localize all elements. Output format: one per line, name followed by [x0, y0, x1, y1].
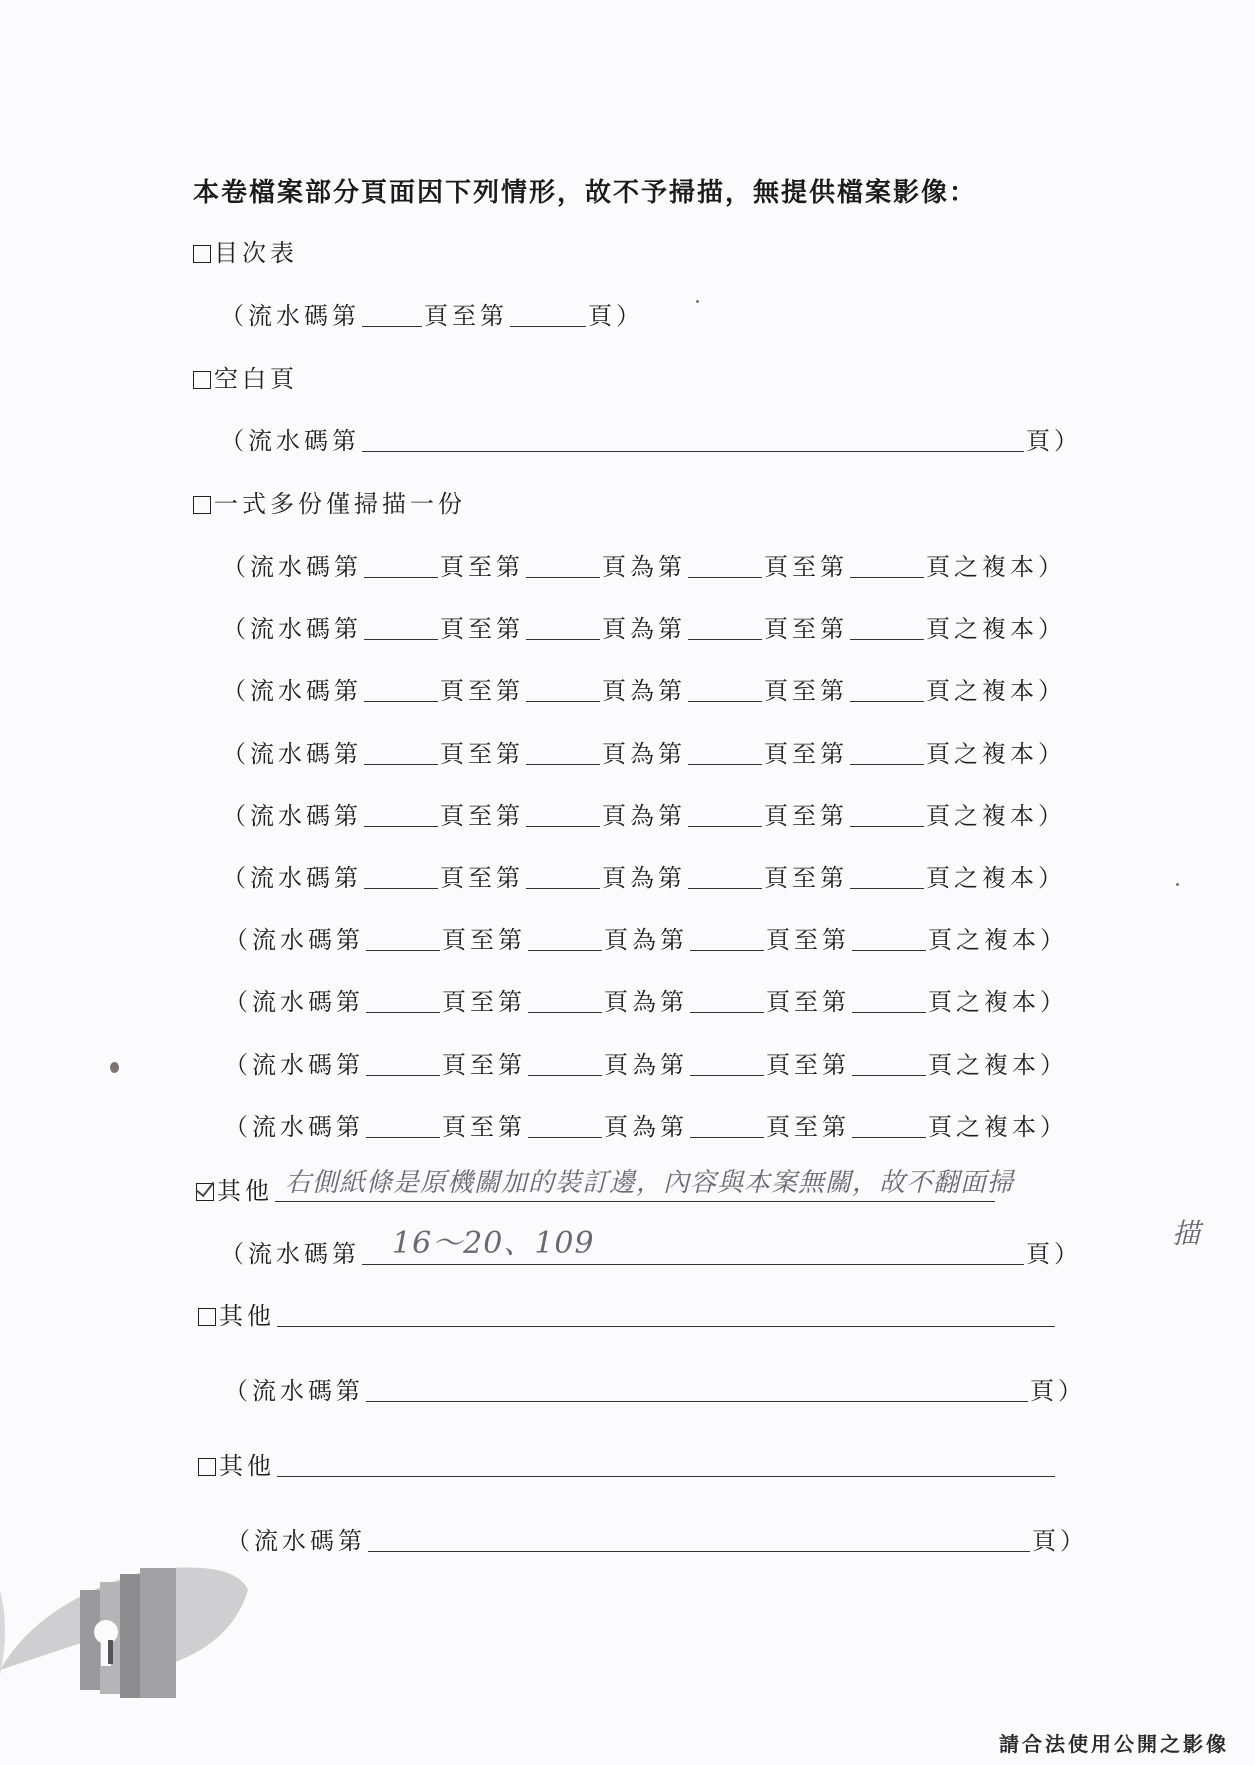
page-from-blank[interactable] — [362, 298, 422, 327]
page-number-blank[interactable] — [528, 922, 602, 951]
copies-range-row — [224, 921, 1068, 955]
other-1-handwritten-pages: 16～20、109 — [392, 1226, 595, 1261]
serial-prefix: （流水碼第 — [222, 801, 362, 830]
other-2-checkbox[interactable] — [198, 1308, 216, 1326]
copies-checkbox[interactable] — [193, 496, 211, 514]
serial-to: 頁至第 — [764, 864, 848, 892]
serial-suffix: 頁） — [1030, 1377, 1086, 1405]
serial-copy-suffix: 頁之複本） — [926, 801, 1066, 830]
page-number-blank[interactable] — [364, 673, 438, 702]
serial-copy-of: 頁為第 — [604, 926, 688, 955]
serial-copy-suffix: 頁之複本） — [928, 926, 1068, 955]
page-number-blank[interactable] — [528, 1109, 602, 1138]
serial-copy-of: 頁為第 — [602, 553, 686, 581]
page-number-blank[interactable] — [364, 736, 438, 765]
footer-notice: 請合法使用公開之影像 — [999, 1732, 1229, 1756]
page-number-blank[interactable] — [850, 860, 924, 889]
serial-copy-of: 頁為第 — [602, 677, 686, 706]
serial-to: 頁至第 — [764, 739, 848, 768]
copies-range-row — [224, 983, 1068, 1017]
serial-copy-of: 頁為第 — [604, 988, 688, 1017]
archive-keyhole-logo-icon — [0, 1560, 250, 1730]
page-number-blank[interactable] — [366, 984, 440, 1013]
serial-copy-suffix: 頁之複本） — [926, 677, 1066, 706]
pages-blank[interactable] — [362, 423, 1024, 452]
serial-prefix: （流水碼第 — [224, 1377, 364, 1405]
blank-pages-range — [220, 422, 1082, 456]
page-number-blank[interactable] — [852, 984, 926, 1013]
contents-checkbox[interactable] — [193, 245, 211, 263]
serial-prefix: （流水碼第 — [222, 864, 362, 892]
section-other-2 — [198, 1297, 1057, 1331]
page-number-blank[interactable] — [850, 736, 924, 765]
page-number-blank[interactable] — [850, 549, 924, 578]
contents-label: 目次表 — [214, 239, 298, 267]
serial-suffix: 頁） — [1032, 1527, 1088, 1555]
section-blank-pages — [193, 360, 298, 394]
serial-copy-of: 頁為第 — [604, 1050, 688, 1079]
serial-copy-of: 頁為第 — [602, 739, 686, 768]
serial-to: 頁至第 — [766, 1050, 850, 1079]
serial-prefix: （流水碼第 — [222, 677, 362, 706]
page-to-blank[interactable] — [510, 298, 586, 327]
serial-suffix: 頁） — [1026, 1240, 1082, 1268]
other-3-checkbox[interactable] — [198, 1458, 216, 1476]
serial-prefix: （流水碼第 — [224, 988, 364, 1017]
paper-speck — [696, 300, 699, 303]
serial-to: 頁至第 — [440, 801, 524, 830]
serial-to: 頁至第 — [764, 677, 848, 706]
blank-pages-label: 空白頁 — [214, 365, 298, 393]
serial-prefix: （流水碼第 — [220, 427, 360, 455]
blank-pages-checkbox[interactable] — [193, 371, 211, 389]
contents-page-range — [220, 297, 644, 331]
page-number-blank[interactable] — [852, 922, 926, 951]
page-number-blank[interactable] — [366, 1047, 440, 1076]
other-1-pages-field[interactable] — [362, 1226, 1024, 1265]
other-2-reason-field[interactable] — [277, 1298, 1055, 1327]
serial-copy-suffix: 頁之複本） — [926, 553, 1066, 581]
paper-speck — [110, 1062, 119, 1073]
page-number-blank[interactable] — [366, 1109, 440, 1138]
page-number-blank[interactable] — [526, 736, 600, 765]
serial-copy-suffix: 頁之複本） — [926, 739, 1066, 768]
serial-prefix: （流水碼第 — [220, 302, 360, 330]
serial-to: 頁至第 — [764, 615, 848, 644]
serial-to: 頁至第 — [442, 926, 526, 955]
serial-to: 頁至第 — [440, 739, 524, 768]
serial-to: 頁至第 — [766, 1112, 850, 1141]
page-number-blank[interactable] — [688, 860, 762, 889]
serial-prefix: （流水碼第 — [220, 1240, 360, 1268]
serial-copy-of: 頁為第 — [604, 1112, 688, 1141]
copies-range-row — [222, 610, 1066, 644]
serial-suffix: 頁） — [588, 302, 644, 330]
page-number-blank[interactable] — [528, 1047, 602, 1076]
page-number-blank[interactable] — [364, 798, 438, 827]
other-1-label: 其他 — [217, 1177, 273, 1205]
page-number-blank[interactable] — [526, 673, 600, 702]
serial-copy-suffix: 頁之複本） — [926, 615, 1066, 644]
copies-label: 一式多份僅掃描一份 — [214, 490, 466, 518]
serial-prefix: （流水碼第 — [224, 926, 364, 955]
page-number-blank[interactable] — [850, 798, 924, 827]
other-1-handwritten-reason-cont: 描 — [1172, 1217, 1201, 1250]
other-2-label: 其他 — [219, 1302, 275, 1330]
serial-prefix: （流水碼第 — [222, 739, 362, 768]
copies-range-row — [222, 735, 1066, 769]
serial-to: 頁至第 — [440, 677, 524, 706]
serial-prefix: （流水碼第 — [222, 553, 362, 581]
serial-copy-of: 頁為第 — [602, 615, 686, 644]
serial-to: 頁至第 — [764, 553, 848, 581]
serial-to: 頁至第 — [766, 926, 850, 955]
other-1-checkbox[interactable] — [196, 1183, 214, 1201]
page-number-blank[interactable] — [690, 984, 764, 1013]
serial-copy-suffix: 頁之複本） — [926, 864, 1066, 892]
serial-copy-suffix: 頁之複本） — [928, 1112, 1068, 1141]
other-2-pages-field[interactable] — [366, 1373, 1028, 1402]
page-number-blank[interactable] — [690, 922, 764, 951]
page-number-blank[interactable] — [526, 549, 600, 578]
other-2-page-range — [224, 1372, 1086, 1406]
page-number-blank[interactable] — [688, 549, 762, 578]
serial-to: 頁至第 — [766, 988, 850, 1017]
page-number-blank[interactable] — [690, 1109, 764, 1138]
page-number-blank[interactable] — [526, 611, 600, 640]
serial-copy-of: 頁為第 — [602, 864, 686, 892]
notice-title: 本卷檔案部分頁面因下列情形，故不予掃描，無提供檔案影像： — [193, 178, 978, 208]
page-number-blank[interactable] — [364, 549, 438, 578]
serial-to: 頁至第 — [440, 864, 524, 892]
page-number-blank[interactable] — [526, 860, 600, 889]
serial-to: 頁至第 — [442, 988, 526, 1017]
page-number-blank[interactable] — [366, 922, 440, 951]
serial-to: 頁至第 — [442, 1050, 526, 1079]
other-3-label: 其他 — [219, 1452, 275, 1480]
page-number-blank[interactable] — [690, 1047, 764, 1076]
copies-range-row — [224, 1108, 1068, 1142]
other-1-reason-field[interactable] — [275, 1168, 1015, 1202]
page-number-blank[interactable] — [850, 611, 924, 640]
page-number-blank[interactable] — [364, 860, 438, 889]
section-copies — [193, 485, 466, 519]
page-number-blank[interactable] — [850, 673, 924, 702]
serial-prefix: （流水碼第 — [226, 1527, 366, 1555]
serial-to: 頁至第 — [424, 302, 508, 330]
page-number-blank[interactable] — [688, 798, 762, 827]
page-number-blank[interactable] — [526, 798, 600, 827]
page-number-blank[interactable] — [852, 1047, 926, 1076]
serial-to: 頁至第 — [440, 615, 524, 644]
serial-copy-of: 頁為第 — [602, 801, 686, 830]
page-number-blank[interactable] — [688, 673, 762, 702]
other-3-page-range — [226, 1522, 1088, 1556]
other-1-page-range — [220, 1226, 1082, 1269]
other-3-pages-field[interactable] — [368, 1523, 1030, 1552]
section-other-3 — [198, 1447, 1057, 1481]
serial-copy-suffix: 頁之複本） — [928, 1050, 1068, 1079]
paper-speck — [1176, 883, 1179, 886]
section-other-1 — [196, 1168, 1015, 1206]
serial-prefix: （流水碼第 — [224, 1112, 364, 1141]
serial-suffix: 頁） — [1026, 427, 1082, 455]
serial-to: 頁至第 — [442, 1112, 526, 1141]
page-number-blank[interactable] — [852, 1109, 926, 1138]
page-number-blank[interactable] — [528, 984, 602, 1013]
other-3-reason-field[interactable] — [277, 1448, 1055, 1477]
serial-prefix: （流水碼第 — [224, 1050, 364, 1079]
copies-range-row — [222, 797, 1066, 831]
page-number-blank[interactable] — [688, 611, 762, 640]
serial-to: 頁至第 — [440, 553, 524, 581]
copies-range-row — [222, 672, 1066, 706]
section-contents — [193, 234, 298, 268]
page-number-blank[interactable] — [688, 736, 762, 765]
copies-range-row — [222, 548, 1066, 582]
page-number-blank[interactable] — [364, 611, 438, 640]
other-1-handwritten-reason: 右側紙條是原機關加的裝訂邊，內容與本案無關，故不翻面掃 — [285, 1168, 1015, 1198]
serial-to: 頁至第 — [764, 801, 848, 830]
serial-copy-suffix: 頁之複本） — [928, 988, 1068, 1017]
copies-range-row — [224, 1046, 1068, 1080]
serial-prefix: （流水碼第 — [222, 615, 362, 644]
copies-range-row — [222, 859, 1066, 893]
